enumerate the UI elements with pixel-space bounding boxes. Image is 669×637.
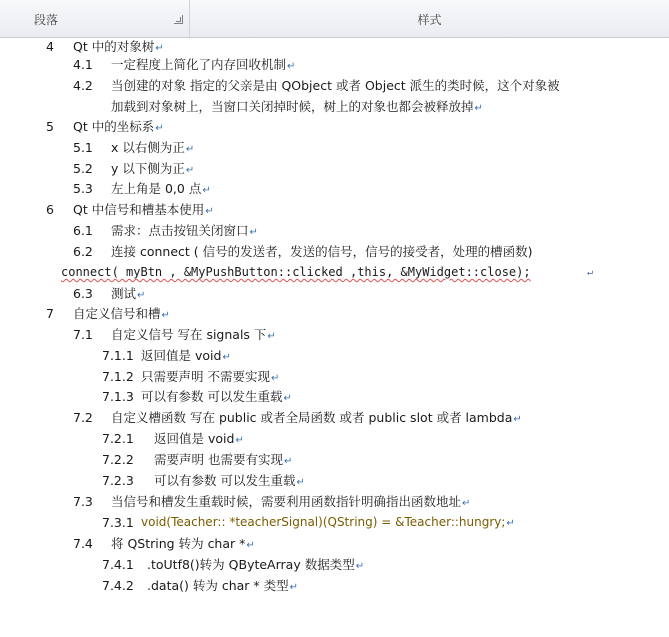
paragraph-mark-icon: ↵ (270, 373, 280, 384)
style-label: 样式 (417, 12, 442, 27)
styles-pane-header (0, 0, 669, 38)
list-number: 6 (46, 202, 54, 217)
list-number: 6.2 (73, 244, 93, 259)
dialog-launcher-icon[interactable] (174, 15, 183, 24)
list-text: 当信号和槽发生重载时候，需要利用函数指针明确指出函数地址 (111, 494, 462, 509)
list-number: 7.4 (73, 536, 93, 551)
list-number: 5.3 (73, 181, 93, 196)
paragraph-mark-icon: ↵ (283, 393, 292, 404)
paragraph-mark-icon: ↵ (289, 582, 299, 593)
document-body[interactable] (0, 38, 669, 637)
list-text: .toUtf8()转为 QByteArray 数据类型 (147, 557, 355, 572)
paragraph-mark-icon: ↵ (283, 456, 293, 467)
list-number: 7.4.2 (102, 578, 134, 593)
paragraph-mark-icon: ↵ (267, 331, 276, 342)
list-text: 连接 connect ( 信号的发送者，发送的信号，信号的接受者，处理的槽函数) (111, 244, 533, 259)
paragraph-mark-icon: ↵ (205, 206, 214, 217)
paragraph-mark-icon: ↵ (155, 43, 164, 54)
paragraph-mark-icon: ↵ (185, 165, 195, 176)
list-number: 7.2.1 (102, 431, 134, 446)
paragraph-mark-icon: ↵ (249, 227, 258, 238)
list-number: 7.3.1 (102, 515, 134, 530)
list-text: 自定义信号和槽 (73, 306, 161, 321)
list-text: 当创建的对象 指定的父亲是由 QObject 或者 Object 派生的类时候，这个对象被 (111, 78, 560, 93)
paragraph-mark-icon: ↵ (587, 267, 594, 278)
list-text: 自定义槽函数 写在 public 或者全局函数 或者 public slot 或者 lambda (111, 410, 513, 425)
list-text: 需求：点击按钮关闭窗口 (111, 223, 249, 238)
list-number: 4.2 (73, 78, 93, 93)
paragraph-label: 段落 (34, 12, 59, 27)
list-text: .data() 转为 char * 类型 (147, 578, 289, 593)
list-number: 6.1 (73, 223, 93, 238)
list-number: 7.2 (73, 410, 93, 425)
list-number: 7.1.3 (102, 389, 134, 404)
list-text: 返回值是 void (154, 431, 235, 446)
list-text: y 以下侧为正 (111, 161, 185, 176)
list-text: 测试 (111, 286, 137, 301)
code-text: connect( myBtn , &MyPushButton::clicked ,this, &MyWidget::close); (61, 265, 531, 279)
paragraph-mark-icon: ↵ (222, 352, 231, 363)
list-number: 7.1 (73, 327, 93, 342)
list-text: Qt 中的对象树 (73, 39, 155, 54)
paragraph-mark-icon: ↵ (462, 498, 471, 509)
paragraph-mark-icon: ↵ (513, 414, 522, 425)
list-number: 7 (46, 306, 54, 321)
paragraph-mark-icon: ↵ (235, 435, 244, 446)
paragraph-group-label (0, 0, 190, 38)
list-number: 7.2.3 (102, 473, 134, 488)
list-number: 7.2.2 (102, 452, 134, 467)
paragraph-mark-icon: ↵ (161, 310, 170, 321)
paragraph-mark-icon: ↵ (296, 477, 305, 488)
paragraph-mark-icon: ↵ (185, 144, 195, 155)
list-text: Qt 中的坐标系 (73, 119, 155, 134)
list-text: x 以右侧为正 (111, 140, 185, 155)
list-number: 6.3 (73, 286, 93, 301)
list-number: 7.1.1 (102, 348, 134, 363)
list-number: 7.1.2 (102, 369, 134, 384)
list-number: 5.1 (73, 140, 93, 155)
list-text: 自定义信号 写在 signals 下 (111, 327, 267, 342)
list-text: 可以有参数 可以发生重载 (141, 389, 283, 404)
style-group-label (190, 0, 669, 38)
list-text: 需要声明 也需要有实现 (154, 452, 283, 467)
list-text: 将 QString 转为 char * (111, 536, 246, 551)
list-number: 5 (46, 119, 54, 134)
list-text: 一定程度上简化了内存回收机制 (111, 57, 287, 72)
code-text: void(Teacher:: *teacherSignal)(QString) = &Teacher::hungry; (141, 515, 506, 529)
paragraph-mark-icon: ↵ (137, 290, 146, 301)
paragraph-mark-icon: ↵ (287, 61, 296, 72)
paragraph-mark-icon: ↵ (202, 185, 211, 196)
list-text: 加载到对象树上，当窗口关闭掉时候，树上的对象也都会被释放掉 (111, 99, 474, 114)
list-number: 5.2 (73, 161, 93, 176)
paragraph-mark-icon: ↵ (355, 561, 365, 572)
list-text: 左上角是 0,0 点 (111, 181, 202, 196)
list-text: Qt 中信号和槽基本使用 (73, 202, 205, 217)
paragraph-mark-icon: ↵ (474, 103, 483, 114)
list-number: 4.1 (73, 57, 93, 72)
list-number: 7.4.1 (102, 557, 134, 572)
paragraph-mark-icon: ↵ (246, 540, 255, 551)
list-number: 4 (46, 39, 54, 54)
list-text: 可以有参数 可以发生重载 (154, 473, 296, 488)
paragraph-mark-icon: ↵ (506, 518, 515, 529)
list-text: 返回值是 void (141, 348, 222, 363)
list-number: 7.3 (73, 494, 93, 509)
paragraph-mark-icon: ↵ (155, 123, 164, 134)
list-text: 只需要声明 不需要实现 (141, 369, 270, 384)
